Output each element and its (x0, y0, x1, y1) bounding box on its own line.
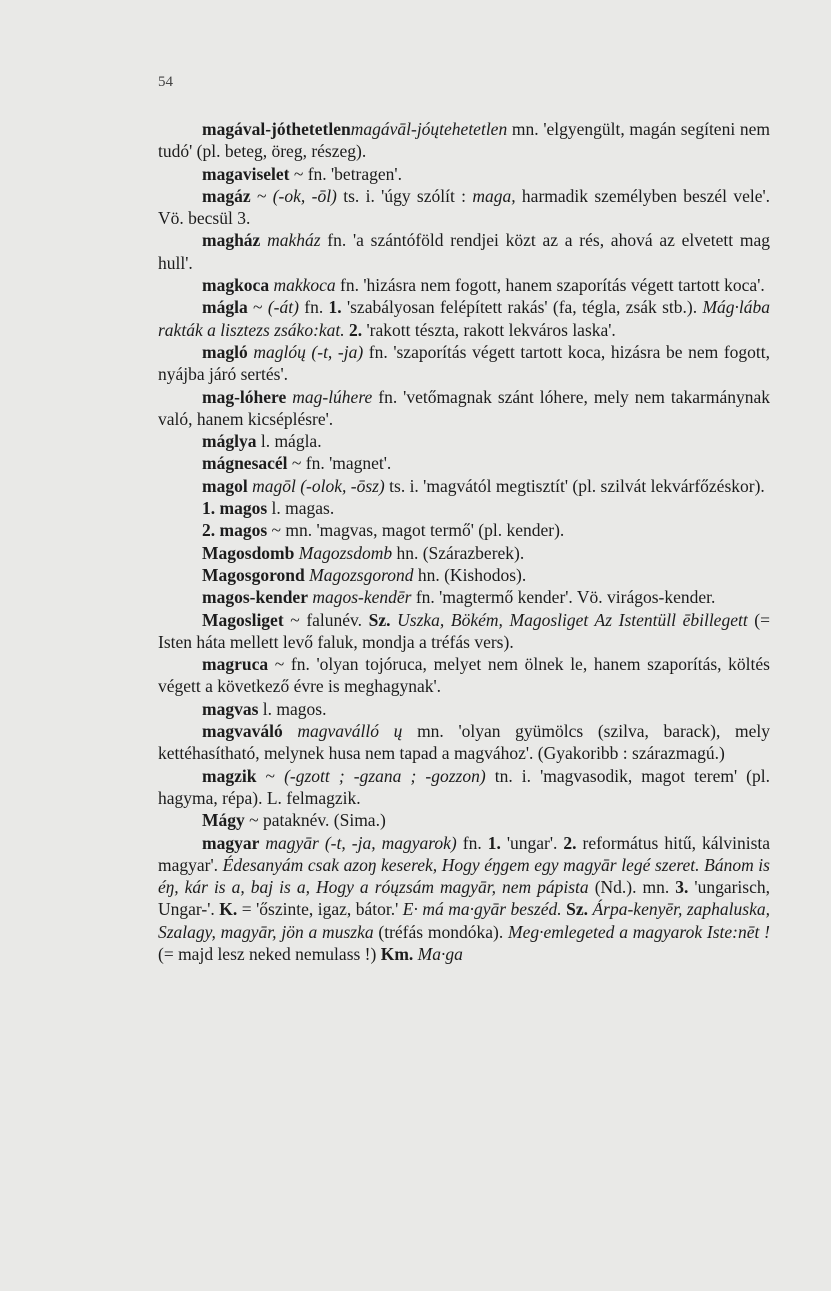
definition-text: ~ (247, 297, 268, 318)
headword: magkoca (202, 275, 270, 296)
dictionary-entry (158, 229, 770, 274)
dictionary-entry (158, 653, 770, 698)
dialect-form: Mág·lába rakták a lisztezs zsáko:kat. (158, 297, 771, 340)
headword: magvaváló (202, 721, 283, 742)
definition-text: tn. i. 'magvasodik, magot terem' (pl. hagyma, répa). L. felmagzik. (158, 765, 770, 808)
dialect-form: makkoca (273, 275, 336, 296)
definition-text: ts. i. 'úgy szólít : (336, 185, 473, 206)
definition-text: mn. 'elgyengült, magán segíteni nem tudó' (pl. beteg, öreg, részeg). (158, 119, 770, 162)
definition-text: ~ falunév. (283, 609, 369, 630)
definition-text: fn. 'szaporítás végett tartott koca, hizásra be nem fogott, nyájba járó sertés'. (158, 341, 771, 385)
headword: magával-jóthetetlen (202, 119, 351, 139)
dialect-form: Árpa-kenyēr, zaphaluska, Szalagy, magyār, jön a muszka (158, 899, 770, 942)
dictionary-text (158, 118, 770, 965)
dialect-form: makház (267, 230, 321, 251)
dialect-form: mag-lúhere (292, 386, 373, 407)
dialect-form: Édesanyám csak azoŋ keserek, Hogy éŋgem egy magyār legé szeret. Bánom is éŋ, kár is a, baj is a, Hogy a róųzsám magyār, nem pápista (158, 854, 770, 898)
definition-text: harmadik személyben beszél vele'. Vö. becsül 3. (158, 185, 770, 229)
headword: magház (202, 230, 261, 251)
headword: Magosgorond (202, 564, 305, 585)
dictionary-entry (158, 118, 770, 163)
definition-text: l. magos. (258, 698, 327, 719)
dialect-form: Magozsdomb (298, 542, 393, 563)
sense-marker: 2. (563, 832, 577, 853)
dictionary-entry (158, 185, 770, 230)
definition-text: mn. 'olyan gyümölcs (szilva, barack), mely kettéhasítható, melynek husa nem tapad a magvához'. (Gyakoribb : szárazmagú.) (158, 721, 771, 764)
definition-text: 'ungar'. (500, 832, 564, 853)
definition-text: ~ mn. 'magvas, magot termő' (pl. kender). (267, 520, 565, 541)
headword: Mágy (202, 810, 245, 831)
definition-text: fn. 'a szántóföld rendjei közt az a rés, ahová az elvetett mag hull'. (158, 230, 770, 273)
headword: magaviselet (202, 163, 290, 184)
definition-text: ts. i. 'magvától megtisztít' (pl. szilvát lekvárfőzéskor). (384, 475, 765, 496)
headword: 1. magos (202, 498, 268, 519)
page-number: 54 (158, 74, 173, 90)
dialect-form: (-ok, -ōl) (272, 185, 337, 206)
headword: magos-kender (202, 587, 308, 608)
dialect-form: E· má ma·gyār beszéd. (402, 899, 562, 920)
dictionary-entry (158, 765, 770, 810)
definition-text: ~ fn. 'magnet'. (287, 453, 392, 474)
sense-marker: Sz. (566, 899, 588, 920)
definition-text: 'rakott tészta, rakott lekváros laska'. (362, 319, 616, 340)
definition-text: hn. (Szárazberek). (392, 542, 525, 563)
headword: magvas (202, 698, 259, 719)
sense-marker: 1. (328, 297, 342, 318)
dictionary-entry (158, 341, 770, 386)
sense-marker: Sz. (368, 609, 391, 630)
definition-text: ~ fn. 'olyan tojóruca, melyet nem ölnek le, hanem szaporítás, költés végett a következő évre is meghagynak'. (158, 654, 770, 697)
dialect-form: (-gzott ; -gzana ; -gozzon) (284, 765, 486, 786)
definition-text (283, 721, 298, 741)
headword: magol (202, 475, 248, 496)
definition-text: fn. (298, 297, 329, 318)
sense-marker: K. (219, 899, 238, 920)
dictionary-entry (158, 296, 770, 341)
headword: 2. magos (202, 520, 268, 541)
dictionary-entry (158, 698, 770, 720)
headword: magzik (202, 765, 257, 786)
headword: máglya (202, 431, 257, 452)
definition-text: fn. 'magtermő kender'. Vö. virágos-kender. (411, 587, 716, 608)
dictionary-entry (158, 809, 770, 831)
headword: magáz (202, 185, 251, 206)
definition-text: (tréfás mondóka). (373, 921, 509, 942)
dialect-form: Magozsgorond (309, 564, 414, 585)
dictionary-entry (158, 497, 770, 519)
dictionary-entry (158, 586, 770, 608)
definition-text: ~ fn. 'betragen'. (289, 163, 402, 184)
definition-text: fn. (456, 832, 488, 853)
definition-text: ~ (256, 765, 285, 786)
dialect-form: magvaválló ų (297, 721, 403, 742)
definition-text: l. mágla. (256, 431, 322, 452)
definition-text: = 'őszinte, igaz, bátor.' (237, 899, 403, 920)
sense-marker: 2. (349, 319, 363, 340)
sense-marker: 1. (487, 832, 501, 853)
definition-text: református hitű, kálvinista magyar'. (158, 832, 771, 875)
dialect-form: Uszka, Bökém, Magosliget Az Istentüll ēbillegett (397, 609, 748, 630)
dictionary-entry (158, 475, 770, 497)
definition-text: ~ pataknév. (Sima.) (244, 810, 386, 831)
dialect-form: (-át) (267, 297, 299, 318)
definition-text: ~ (250, 185, 273, 206)
dialect-form: magōl (-olok, -ōsz) (252, 475, 385, 496)
dictionary-entry (158, 542, 770, 564)
dictionary-entry (158, 832, 770, 966)
headword: Magosliget (202, 609, 284, 630)
headword: máglа (202, 297, 248, 318)
dictionary-entry (158, 609, 770, 654)
headword: magruca (202, 654, 269, 675)
headword: magló (202, 341, 248, 362)
dictionary-entry (158, 386, 770, 431)
definition-text: hn. (Kishodos). (413, 564, 527, 585)
definition-text: (= majd lesz neked nemulass !) (158, 943, 381, 964)
headword: Magosdomb (202, 542, 295, 563)
definition-text: fn. 'vetőmagnak szánt lóhere, mely nem takarmánynak való, hanem kicséplésre'. (158, 386, 771, 429)
headword: mag-lóhere (202, 386, 287, 407)
dialect-form: Meg·emlegeted a magyarok Iste:nēt ! (508, 921, 770, 942)
dialect-form: magos-kendēr (312, 587, 412, 608)
dictionary-entry (158, 564, 770, 586)
dictionary-entry (158, 430, 770, 452)
dictionary-entry (158, 163, 770, 185)
definition-text: (= Isten háta mellett levő faluk, mondja a tréfás vers). (158, 609, 771, 652)
definition-text: l. magas. (267, 498, 335, 519)
sense-marker: Km. (380, 943, 414, 964)
dictionary-entry (158, 720, 770, 765)
dictionary-entry (158, 274, 770, 296)
dialect-form: magyār (-t, -ja, magyarok) (265, 832, 457, 853)
headword: magyar (202, 832, 260, 853)
sense-marker: 3. (675, 877, 689, 898)
dialect-form: magávāl-jóųtehetetlen (350, 119, 508, 139)
headword: mágnesacél (202, 453, 288, 474)
dictionary-entry (158, 452, 770, 474)
definition-text: 'szabályosan felépített rakás' (fa, tégla, zsák stb.). (341, 297, 703, 318)
dialect-form: maga, (472, 185, 516, 206)
dialect-form: maglóų (-t, -ja) (253, 341, 364, 362)
dialect-form: Ma·ga (417, 943, 463, 964)
definition-text: (Nd.). mn. (588, 877, 676, 898)
definition-text: fn. 'hizásra nem fogott, hanem szaporítás végett tartott koca'. (335, 275, 765, 296)
dictionary-entry (158, 519, 770, 541)
definition-text: 'ungarisch, Ungar-'. (158, 877, 770, 920)
